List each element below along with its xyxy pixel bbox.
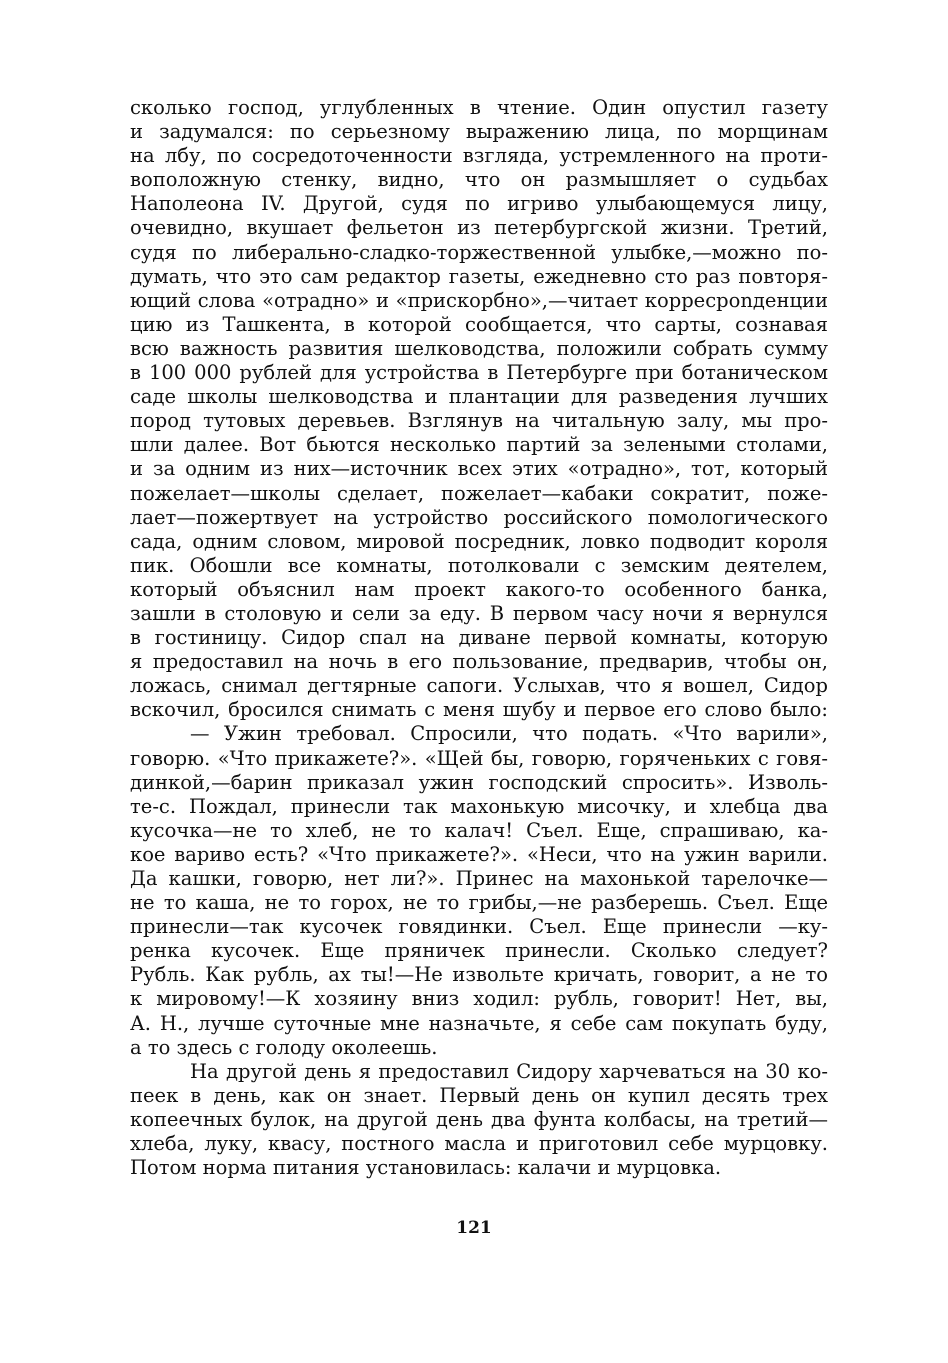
text-line: в гостиницу. Сидор спал на диване первой комнаты, которую — [130, 626, 828, 650]
text-line: и за одним из них—источник всех этих «отрадно», тот, который — [130, 457, 828, 481]
text-line: в 100 000 рублей для устройства в Петербурге при ботаническом — [130, 361, 828, 385]
text-line: ренка кусочек. Еще пряничек принесли. Сколько следует? — [130, 939, 828, 963]
text-line: пожелает—школы сделает, пожелает—кабаки сократит, поже- — [130, 481, 828, 505]
text-line: не то каша, не то горох, не то грибы,—не разберешь. Съел. Еще — [130, 891, 828, 915]
text-line: Потом норма питания установилась: калачи и мурцовка. — [130, 1156, 722, 1180]
text-line: пород тутовых деревьев. Взглянув на читальную залу, мы про- — [130, 409, 828, 433]
text-line: кусочка—не то хлеб, не то калач! Съел. Еще, спрашиваю, ка- — [130, 818, 828, 842]
text-line: судя по либерально-сладко-торжественной улыбке,—можно по- — [130, 240, 828, 264]
text-line: Да кашки, говорю, нет ли?». Принес на махонькой тарелочке— — [130, 867, 828, 890]
text-line: зашли в столовую и сели за еду. В первом часу ночи я вернулся — [130, 601, 828, 625]
text-line: и задумался: по серьезному выражению лица, по морщинам — [130, 120, 828, 144]
text-line: который объяснил нам проект какого-то особенного банка, — [130, 577, 828, 601]
text-line: всю важность развития шелководства, положили собрать сумму — [130, 336, 828, 360]
text-line: а то здесь с голоду околеешь. — [130, 1035, 438, 1059]
text-line: Наполеона IV. Другой, судя по игриво улыбающемуся лицу, — [130, 192, 828, 216]
page-number: 121 — [456, 1218, 492, 1238]
text-line: вскочил, бросился снимать с меня шубу и первое его слово было: — [130, 698, 828, 722]
text-line: те-с. Пождал, принесли так махонькую мисочку, и хлебца два — [130, 794, 828, 818]
text-line: я предоставил на ночь в его пользование, предварив, чтобы он, — [130, 650, 828, 674]
text-line: ющий слова «отрадно» и «прискорбно»,—читает корресponденции — [130, 288, 828, 312]
text-line: сада, одним словом, мировой посредник, ловко подводит короля — [130, 529, 828, 553]
text-line: саде школы шелководства и плантации для разведения лучших — [130, 385, 828, 409]
text-line: принесли—так кусочек говядинки. Съел. Еще принесли —ку- — [130, 915, 828, 939]
text-line: динкой,—барин приказал ужин господский спросить». Изволь- — [130, 770, 828, 794]
text-line: Рубль. Как рубль, ах ты!—Не извольте кричать, говорит, а не то — [130, 963, 828, 987]
text-line: воположную стенку, видно, что он размышляет о судьбах — [130, 168, 828, 192]
body-text — [130, 96, 828, 1180]
text-line: кое вариво есть? «Что прикажете?». «Неси, что на ужин варили. — [130, 842, 828, 866]
text-line: шли далее. Вот бьются несколько партий за зелеными столами, — [130, 433, 828, 457]
paragraph-start-line: На другой день я предоставил Сидору харчеваться на 30 ко- — [190, 1059, 828, 1083]
text-line: сколько господ, углубленных в чтение. Один опустил газету — [130, 96, 828, 119]
text-line: цию из Ташкента, в которой сообщается, что сарты, сознавая — [130, 312, 828, 336]
text-line: копеечных булок, на другой день два фунта колбасы, на третий— — [130, 1107, 828, 1131]
text-line: ложась, снимал дегтярные сапоги. Услыхав, что я вошел, Сидор — [130, 674, 828, 698]
text-line: лает—пожертвует на устройство российского помологического — [130, 505, 828, 529]
text-line: очевидно, вкушает фельетон из петербургской жизни. Третий, — [130, 216, 828, 240]
dialogue-line: — Ужин требовал. Спросили, что подать. «Что варили», — [190, 722, 828, 746]
text-line: к мировому!—К хозяину вниз ходил: рубль, говорит! Нет, вы, — [130, 987, 828, 1011]
text-line: думать, что это сам редактор газеты, ежедневно сто раз повторя- — [130, 264, 828, 288]
text-line: хлеба, луку, квасу, постного масла и приготовил себе мурцовку. — [130, 1132, 828, 1156]
text-line: говорю. «Что прикажете?». «Щей бы, говорю, горяченьких с говя- — [130, 746, 828, 770]
text-line: на лбу, по сосредоточенности взгляда, устремленного на проти- — [130, 144, 828, 168]
text-line: А. Н., лучше суточные мне назначьте, я себе сам покупать буду, — [130, 1011, 828, 1035]
text-line: пик. Обошли все комнаты, потолковали с земским деятелем, — [130, 553, 828, 577]
text-line: пеек в день, как он знает. Первый день он купил десять трех — [130, 1083, 828, 1107]
